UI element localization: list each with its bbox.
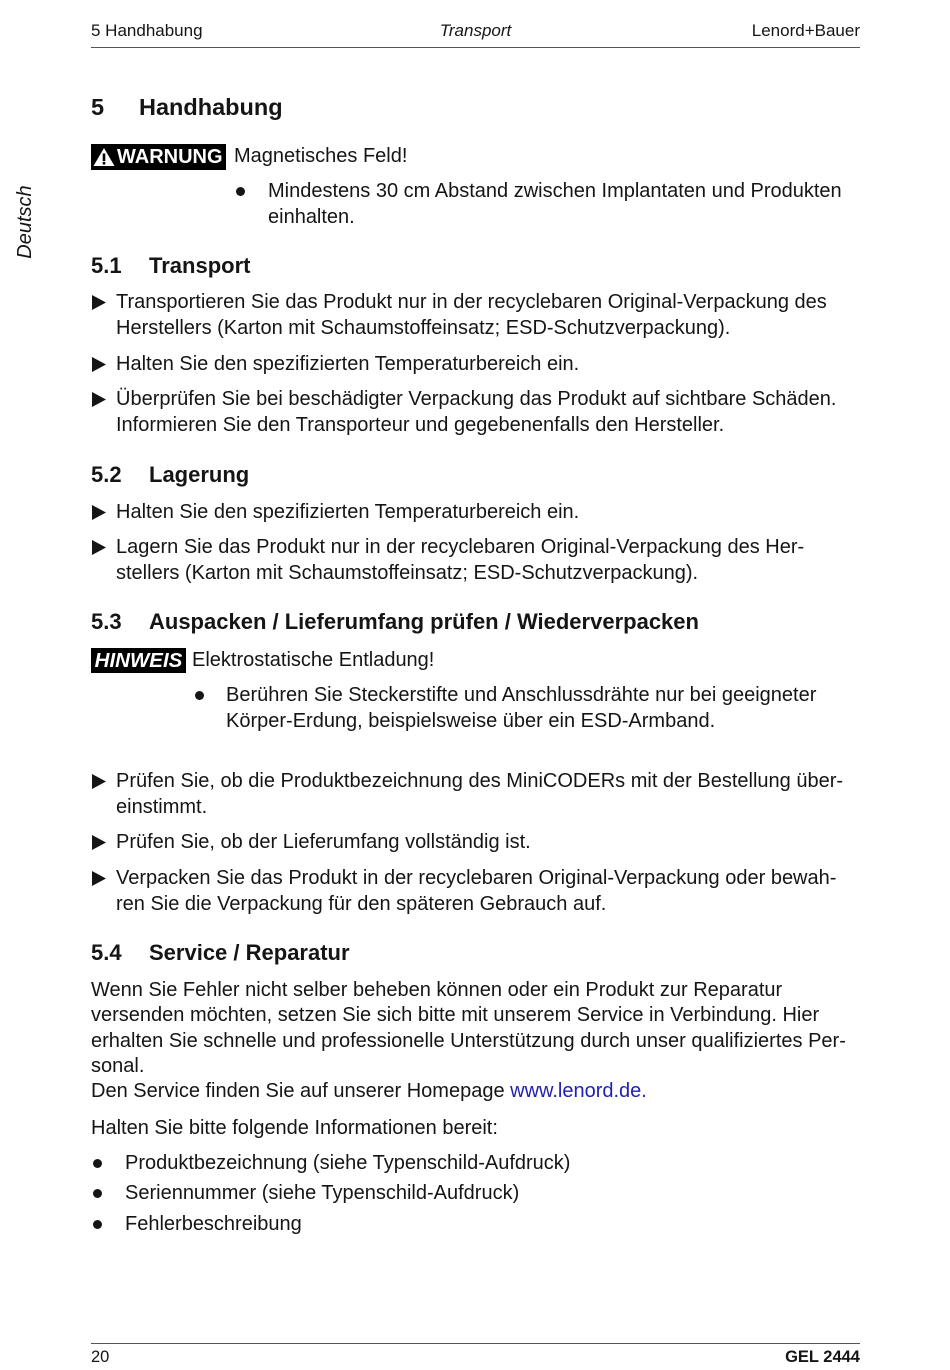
- list-item: [116, 535, 804, 586]
- list-item: [116, 352, 579, 378]
- section-number: 5.3: [91, 609, 122, 634]
- paragraph-line: Wenn Sie Fehler nicht selber beheben können oder ein Produkt zur Reparatur: [91, 979, 783, 1001]
- warning-message: Magnetisches Feld!: [234, 145, 408, 167]
- header-rule: [91, 47, 860, 48]
- paragraph-line: erhalten Sie schnelle und professionelle Unterstützung durch unser qualifiziertes Per-: [91, 1029, 846, 1052]
- page-number: 20: [91, 1348, 110, 1366]
- footer-rule: [91, 1343, 860, 1344]
- homepage-text: Den Service finden Sie auf unserer Homepage: [91, 1080, 505, 1103]
- list-item: [116, 830, 531, 856]
- homepage-link[interactable]: www.lenord.de.: [510, 1080, 647, 1103]
- language-label: Deutsch: [14, 185, 36, 259]
- item-line: Lagern Sie das Produkt nur in der recyclebaren Original-Verpackung des Her-: [116, 536, 805, 558]
- bullet-icon: [93, 1159, 102, 1168]
- service-paragraph: [91, 978, 846, 1104]
- section-number: 5.2: [91, 462, 122, 487]
- section-title: Transport: [149, 253, 251, 278]
- info-list-item: [125, 1212, 302, 1238]
- triangle-right-icon: [92, 392, 106, 407]
- list-item: [116, 500, 579, 526]
- list-item: [116, 290, 827, 341]
- section-title: Auspacken / Lieferumfang prüfen / Wiederverpacken: [149, 609, 699, 634]
- bullet-icon: [236, 187, 245, 196]
- item-line: Transportieren Sie das Produkt nur in der recyclebaren Original-Verpackung des: [116, 291, 827, 313]
- notice-bullet: [226, 683, 816, 734]
- triangle-right-icon: [92, 774, 106, 789]
- info-list-item: [125, 1181, 519, 1207]
- notice-badge: HINWEIS: [91, 648, 186, 673]
- item-line: Prüfen Sie, ob die Produktbezeichnung des MiniCODERs mit der Bestellung über-: [116, 770, 844, 792]
- info-list-text: Fehlerbeschreibung: [125, 1213, 302, 1235]
- triangle-right-icon: [92, 835, 106, 850]
- header-section: Transport: [439, 21, 512, 40]
- header-chapter: 5 Handhabung: [91, 21, 203, 40]
- info-list-item: [125, 1151, 570, 1177]
- section-number: 5.1: [91, 253, 122, 278]
- info-intro: Halten Sie bitte folgende Informationen bereit:: [91, 1117, 498, 1139]
- list-item: [116, 866, 836, 917]
- section-title: Lagerung: [149, 462, 250, 487]
- item-line: Herstellers (Karton mit Schaumstoffeinsatz; ESD-Schutzverpackung).: [116, 316, 731, 339]
- bullet-icon: [93, 1220, 102, 1229]
- item-line: ren Sie die Verpackung für den späteren Gebrauch auf.: [116, 892, 607, 915]
- bullet-line: Körper-Erdung, beispielsweise über ein ESD-Armband.: [226, 709, 716, 732]
- item-line: Halten Sie den spezifizierten Temperaturbereich ein.: [116, 501, 580, 523]
- document-id: GEL 2444: [785, 1348, 860, 1366]
- info-list-text: Produktbezeichnung (siehe Typenschild-Aufdruck): [125, 1152, 571, 1174]
- section-title: Service / Reparatur: [149, 940, 350, 965]
- paragraph-line: versenden möchten, setzen Sie sich bitte mit unserem Service in Verbindung. Hier: [91, 1004, 820, 1027]
- warning-badge: [91, 144, 226, 170]
- list-item: [116, 769, 843, 820]
- info-list-text: Seriennummer (siehe Typenschild-Aufdruck): [125, 1182, 520, 1204]
- bullet-line: Berühren Sie Steckerstifte und Anschlussdrähte nur bei geeigneter: [226, 684, 817, 706]
- homepage-line: [91, 1079, 846, 1104]
- warning-label: WARNUNG: [117, 146, 223, 168]
- item-line: Informieren Sie den Transporteur und gegebenenfalls den Hersteller.: [116, 413, 725, 436]
- item-line: Halten Sie den spezifizierten Temperaturbereich ein.: [116, 353, 580, 375]
- list-item: [116, 387, 836, 438]
- triangle-right-icon: [92, 505, 106, 520]
- item-line: Prüfen Sie, ob der Lieferumfang vollständig ist.: [116, 831, 531, 853]
- triangle-right-icon: [92, 540, 106, 555]
- triangle-right-icon: [92, 357, 106, 372]
- header-company: Lenord+Bauer: [751, 21, 860, 40]
- paragraph-line: sonal.: [91, 1054, 145, 1077]
- chapter-title: Handhabung: [139, 94, 283, 120]
- bullet-icon: [195, 691, 204, 700]
- section-number: 5.4: [91, 940, 122, 965]
- triangle-right-icon: [92, 871, 106, 886]
- bullet-line: Mindestens 30 cm Abstand zwischen Implantaten und Produkten: [268, 180, 842, 202]
- item-line: Überprüfen Sie bei beschädigter Verpackung das Produkt auf sichtbare Schäden.: [116, 388, 837, 410]
- item-line: Verpacken Sie das Produkt in der recyclebaren Original-Verpackung oder bewah-: [116, 867, 837, 889]
- triangle-right-icon: [92, 295, 106, 310]
- chapter-number: 5: [91, 94, 105, 120]
- notice-message: Elektrostatische Entladung!: [192, 649, 435, 671]
- warning-bullet: [268, 179, 842, 230]
- bullet-line: einhalten.: [268, 205, 355, 228]
- item-line: stellers (Karton mit Schaumstoffeinsatz; ESD-Schutzverpackung).: [116, 561, 699, 584]
- item-line: einstimmt.: [116, 795, 208, 818]
- bullet-icon: [93, 1189, 102, 1198]
- warning-triangle-icon: [93, 147, 115, 167]
